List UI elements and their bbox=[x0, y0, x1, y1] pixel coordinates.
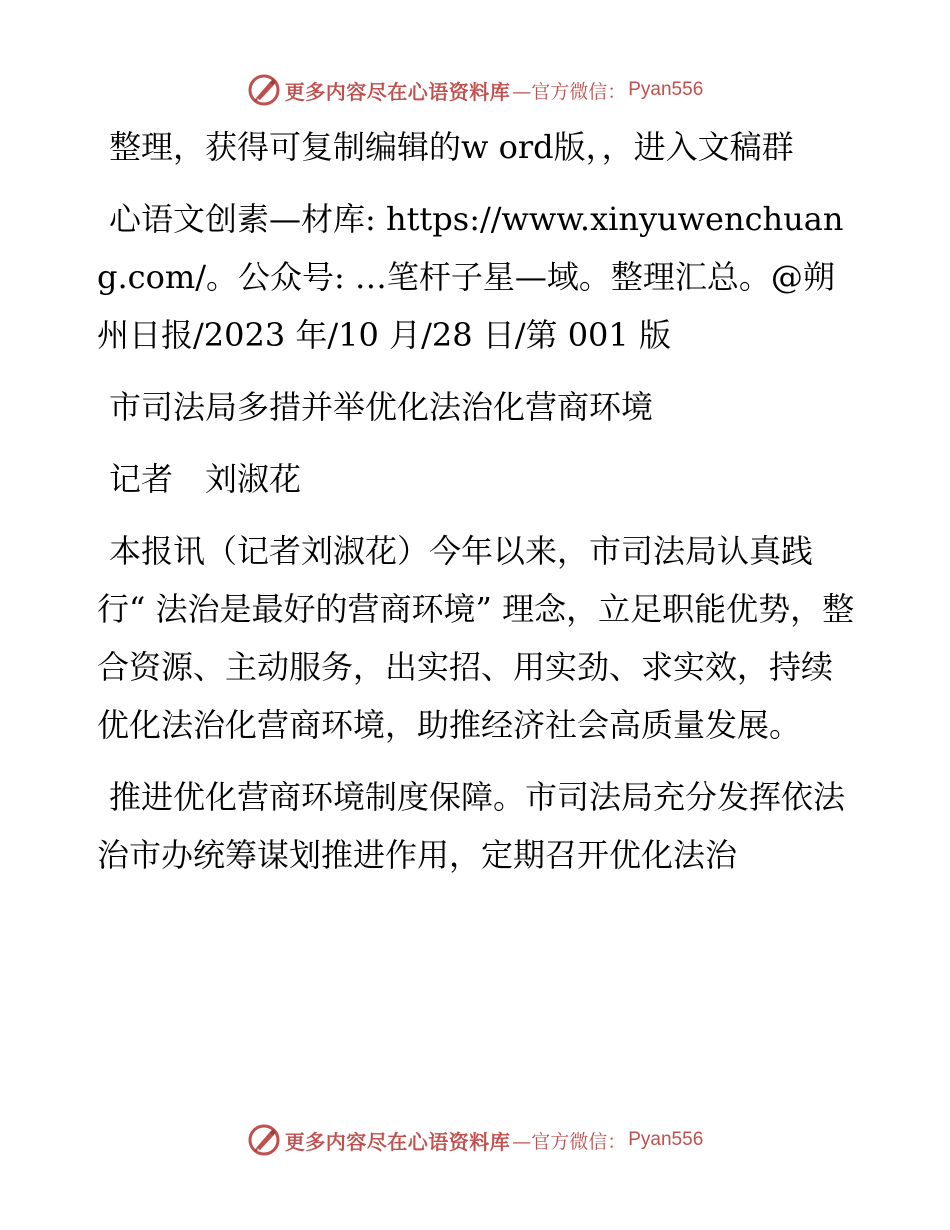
banner-wechat-label: —官方微信： bbox=[512, 80, 627, 103]
pen-circle-logo-icon bbox=[247, 73, 281, 107]
banner-wechat-id: Pyan556 bbox=[628, 1129, 704, 1150]
article-paragraph: 推进优化营商环境制度保障。市司法局充分发挥依法治市办统筹谋划推进作用，定期召开优化法治 bbox=[97, 778, 846, 874]
banner-main-text: 更多内容尽在心语资料库 bbox=[284, 1129, 511, 1154]
banner-wechat-id: Pyan556 bbox=[628, 79, 704, 100]
source-paragraph: 心语文创素—材库: https://www.xinyuwenchuang.com/。公众号: …笔杆子星—域。整理汇总。@朔州日报/2023 年/10 月/28 日/第 001 版 bbox=[97, 200, 844, 354]
article-author: 记者 刘淑花 bbox=[109, 460, 302, 498]
banner-main-text: 更多内容尽在心语资料库 bbox=[284, 79, 511, 104]
banner-wechat-label: —官方微信： bbox=[512, 1130, 627, 1153]
intro-paragraph: 整理，获得可复制编辑的w ord版，，进入文稿群 bbox=[109, 128, 794, 166]
footer-watermark-banner bbox=[0, 1120, 950, 1160]
article-title: 市司法局多措并举优化法治化营商环境 bbox=[109, 388, 654, 426]
pen-circle-logo-icon bbox=[247, 1123, 281, 1157]
article-paragraph: 本报讯（记者刘淑花）今年以来，市司法局认真践行“ 法治是最好的营商环境” 理念，立足职能优势，整合资源、主动服务，出实招、用实劲、求实效，持续优化法治化营商环境，助推经济社会高质量发展。 bbox=[97, 532, 855, 744]
document-body bbox=[97, 118, 857, 898]
header-watermark-banner bbox=[0, 70, 950, 110]
